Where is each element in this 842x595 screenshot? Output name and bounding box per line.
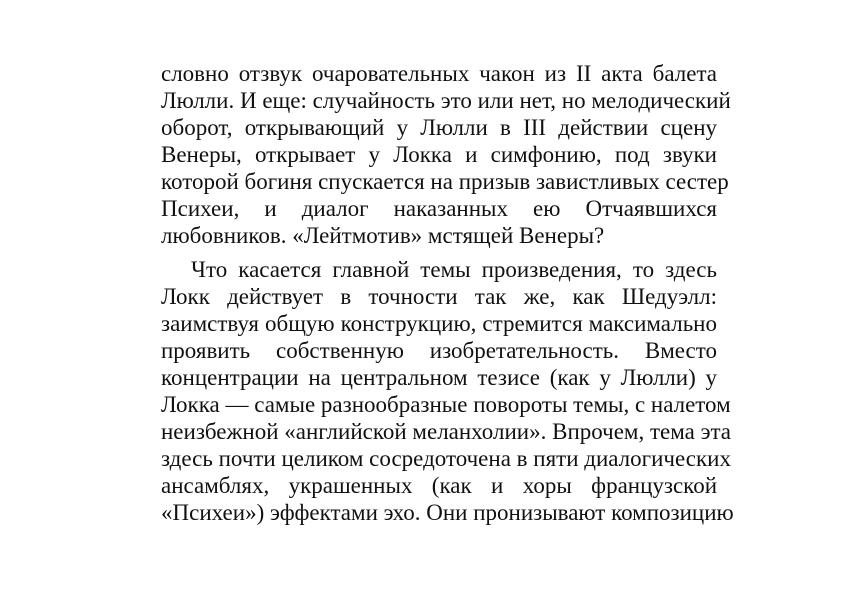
text-line: оборот, открывающий у Люлли в III действии сцену [161, 115, 717, 140]
text-line: Психеи, и диалог наказанных ею Отчаявшихся [161, 196, 717, 221]
text-line: здесь почти целиком сосредоточена в пяти диалогических [161, 446, 731, 471]
text-line: Локк действует в точности так же, как Шедуэлл: [161, 284, 717, 309]
text-line: ансамблях, украшенных (как и хоры французской [161, 473, 717, 498]
text-line: Что касается главной темы произведения, то здесь [191, 257, 717, 282]
text-line: неизбежной «английской меланхолии». Впрочем, тема эта [161, 419, 732, 444]
paragraph-1 [161, 60, 731, 249]
text-line: Локка — самые разнообразные повороты темы, с налетом [161, 392, 731, 417]
text-line: Венеры, открывает у Локка и симфонию, под звуки [161, 142, 717, 167]
text-line: Люлли. И еще: случайность это или нет, но мелодический [161, 88, 731, 113]
text-line: любовников. «Лейтмотив» мстящей Венеры? [161, 223, 605, 248]
paragraph-2 [161, 256, 734, 526]
text-line: которой богиня спускается на призыв завистливых сестер [161, 169, 729, 194]
body-text [161, 60, 734, 526]
text-line: словно отзвук очаровательных чакон из II акта балета [161, 61, 717, 86]
paragraph-gap [161, 249, 717, 256]
text-line: заимствуя общую конструкцию, стремится максимально [161, 311, 717, 336]
text-line: «Психеи») эффектами эхо. Они пронизывают композицию [161, 500, 734, 525]
text-line: проявить собственную изобретательность. Вместо [161, 338, 717, 363]
text-line: концентрации на центральном тезисе (как у Люлли) у [161, 365, 717, 390]
